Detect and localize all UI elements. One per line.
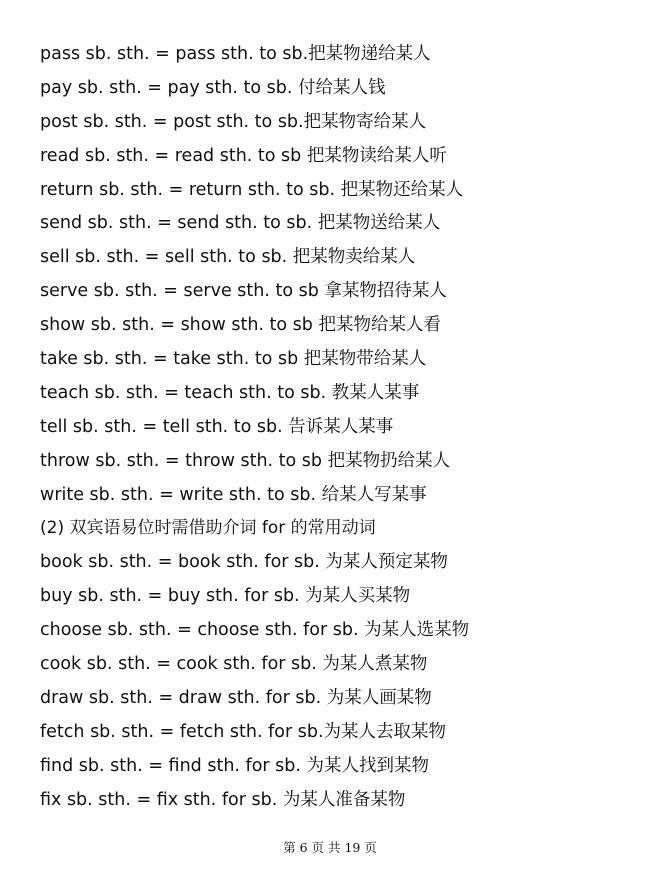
section-heading-for-verbs: (2) 双宾语易位时需借助介词 for 的常用动词 [40, 518, 376, 539]
phrase-line-buy: buy sb. sth. = buy sth. for sb. 为某人买某物 [40, 586, 411, 607]
phrase-line-show: show sb. sth. = show sth. to sb 把某物给某人看 [40, 315, 441, 336]
phrase-line-write: write sb. sth. = write sth. to sb. 给某人写某事 [40, 484, 427, 505]
phrase-line-fetch: fetch sb. sth. = fetch sth. for sb.为某人去取某物 [40, 721, 447, 742]
phrase-line-book: book sb. sth. = book sth. for sb. 为某人预定某物 [40, 552, 448, 573]
phrase-line-pay: pay sb. sth. = pay sth. to sb. 付给某人钱 [40, 77, 386, 98]
phrase-line-pass: pass sb. sth. = pass sth. to sb.把某物递给某人 [40, 44, 431, 64]
phrase-line-cook: cook sb. sth. = cook sth. for sb. 为某人煮某物 [40, 654, 428, 675]
phrase-line-send: send sb. sth. = send sth. to sb. 把某物送给某人 [40, 213, 441, 234]
phrase-line-serve: serve sb. sth. = serve sth. to sb 拿某物招待某人 [40, 281, 447, 302]
phrase-line-choose: choose sb. sth. = choose sth. for sb. 为某人选某物 [40, 620, 470, 641]
phrase-line-read: read sb. sth. = read sth. to sb 把某物读给某人听 [40, 145, 447, 166]
phrase-line-post: post sb. sth. = post sth. to sb.把某物寄给某人 [40, 111, 427, 132]
phrase-line-draw: draw sb. sth. = draw sth. for sb. 为某人画某物 [40, 687, 432, 708]
phrase-line-teach: teach sb. sth. = teach sth. to sb. 教某人某事 [40, 382, 420, 403]
phrase-list [40, 38, 640, 817]
page-number-footer: 第 6 页 共 19 页 [283, 840, 377, 855]
phrase-line-tell: tell sb. sth. = tell sth. to sb. 告诉某人某事 [40, 416, 394, 437]
phrase-line-return: return sb. sth. = return sth. to sb. 把某物还给某人 [40, 179, 464, 200]
phrase-line-throw: throw sb. sth. = throw sth. to sb 把某物扔给某人 [40, 450, 451, 471]
phrase-line-sell: sell sb. sth. = sell sth. to sb. 把某物卖给某人 [40, 247, 416, 268]
phrase-line-find: find sb. sth. = find sth. for sb. 为某人找到某物 [40, 755, 430, 776]
phrase-line-take: take sb. sth. = take sth. to sb 把某物带给某人 [40, 349, 427, 370]
phrase-line-fix: fix sb. sth. = fix sth. for sb. 为某人准备某物 [40, 789, 406, 810]
